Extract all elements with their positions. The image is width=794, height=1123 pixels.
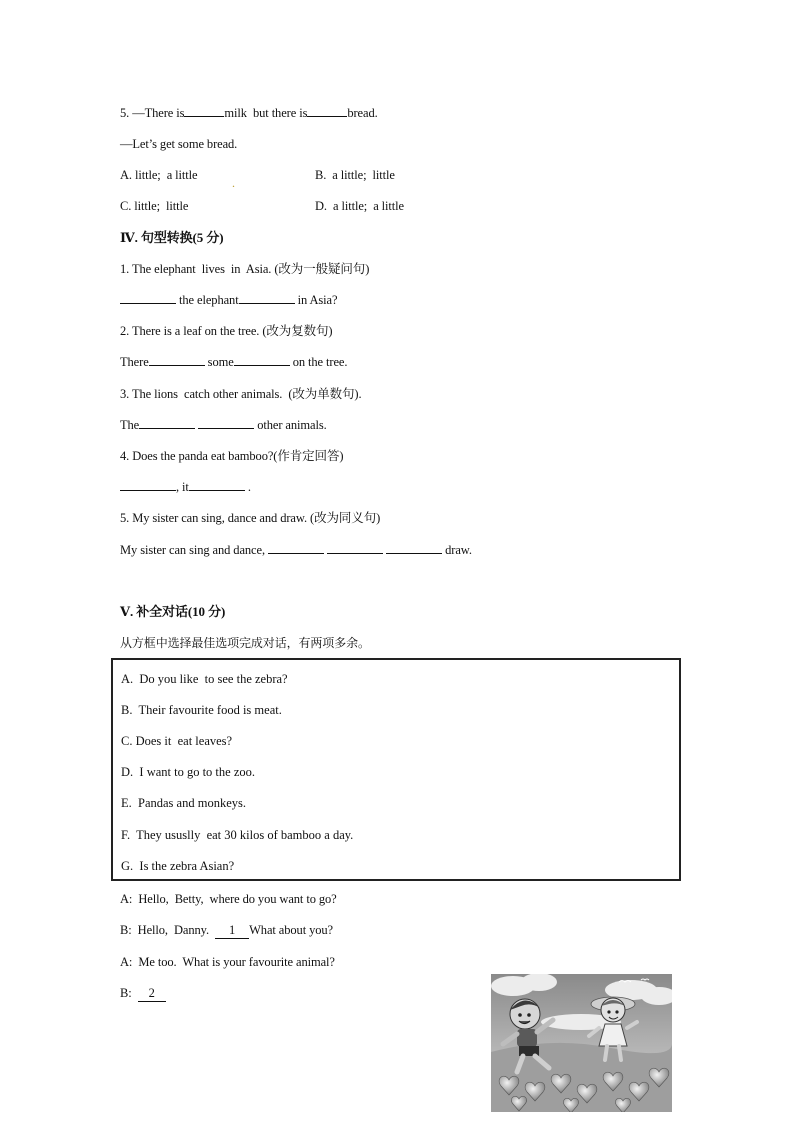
q5-line2: —Let’s get some bread. xyxy=(120,137,238,151)
answer-blank[interactable] xyxy=(184,105,224,117)
answer-blank[interactable] xyxy=(189,479,245,491)
section4-title: Ⅳ. 句型转换(5 分) xyxy=(120,230,224,245)
q5-text-b: milk but there is xyxy=(224,106,308,120)
s4-q4: 4. Does the panda eat bamboo?(作肯定回答) xyxy=(120,449,344,463)
dialogue-line3: A: Me too. What is your favourite animal? xyxy=(120,955,335,969)
answer-blank[interactable] xyxy=(239,292,295,304)
s4-q3: 3. The lions catch other animals. (改为单数句). xyxy=(120,387,362,401)
answer-blank-2[interactable]: 2 xyxy=(138,985,166,1002)
s4-q5: 5. My sister can sing, dance and draw. (改为同义句) xyxy=(120,511,381,525)
q5-text-c: bread. xyxy=(347,106,378,120)
dialogue-line4 xyxy=(120,985,166,1002)
dialogue-line2-prefix: B: Hello, Danny. xyxy=(120,923,216,937)
s4-a2 xyxy=(120,354,347,370)
dialogue-line4-prefix: B: xyxy=(120,986,138,1000)
answer-blank[interactable] xyxy=(149,354,205,366)
box-option-c: C. Does it eat leaves? xyxy=(121,734,233,748)
answer-blank[interactable] xyxy=(120,292,176,304)
answer-blank[interactable] xyxy=(268,542,324,554)
s4-a5-text-a: My sister can sing and dance, xyxy=(120,543,269,557)
q5-option-d: D. a little; a little xyxy=(315,199,404,213)
q5-line1 xyxy=(120,105,378,121)
s4-a2-text-b: some xyxy=(204,355,234,369)
s4-a2-text-a: There xyxy=(120,355,149,369)
section5-instruction: 从方框中选择最佳选项完成对话，有两项多余。 xyxy=(120,636,370,650)
box-option-b: B. Their favourite food is meat. xyxy=(121,703,282,717)
answer-blank[interactable] xyxy=(198,417,254,429)
box-option-e: E. Pandas and monkeys. xyxy=(121,796,246,810)
answer-blank[interactable] xyxy=(386,542,442,554)
s4-q1: 1. The elephant lives in Asia. (改为一般疑问句) xyxy=(120,262,370,276)
s4-q2: 2. There is a leaf on the tree. (改为复数句) xyxy=(120,324,333,338)
q5-text-a: 5. —There is xyxy=(120,106,185,120)
s4-a2-text-c: on the tree. xyxy=(289,355,348,369)
q5-option-c: C. little; little xyxy=(120,199,189,213)
s4-a3-text-c: other animals. xyxy=(254,418,327,432)
s4-a4-text-b: . xyxy=(244,480,251,494)
s4-a4 xyxy=(120,479,251,495)
box-option-f: F. They ususlly eat 30 kilos of bamboo a day. xyxy=(121,828,354,842)
options-box xyxy=(111,658,681,881)
s4-a4-text-a: , it xyxy=(176,480,189,494)
section5-title: Ⅴ. 补全对话(10 分) xyxy=(120,604,226,619)
box-option-a: A. Do you like to see the zebra? xyxy=(121,672,288,686)
s4-a1-text-b: in Asia? xyxy=(294,293,338,307)
s4-a1-text-a: the elephant xyxy=(176,293,239,307)
stray-dot: . xyxy=(232,176,235,190)
children-illustration xyxy=(491,974,672,1112)
box-option-d: D. I want to go to the zoo. xyxy=(121,765,256,779)
s4-a3 xyxy=(120,417,327,433)
dialogue-line2 xyxy=(120,922,333,939)
box-option-g: G. Is the zebra Asian? xyxy=(121,859,235,873)
s4-a3-text-a: The xyxy=(120,418,140,432)
answer-blank[interactable] xyxy=(307,105,347,117)
answer-blank-1[interactable]: 1 xyxy=(215,922,249,939)
dialogue-line2-suffix: What about you? xyxy=(249,923,333,937)
answer-blank[interactable] xyxy=(327,542,383,554)
answer-blank[interactable] xyxy=(234,354,290,366)
q5-option-b: B. a little; little xyxy=(315,168,395,182)
s4-a5-text-d: draw. xyxy=(442,543,472,557)
answer-blank[interactable] xyxy=(120,479,176,491)
q5-option-a: A. little; a little xyxy=(120,168,198,182)
answer-blank[interactable] xyxy=(139,417,195,429)
s4-a1 xyxy=(120,292,337,308)
dialogue-line1: A: Hello, Betty, where do you want to go? xyxy=(120,892,337,906)
s4-a5 xyxy=(120,542,472,558)
